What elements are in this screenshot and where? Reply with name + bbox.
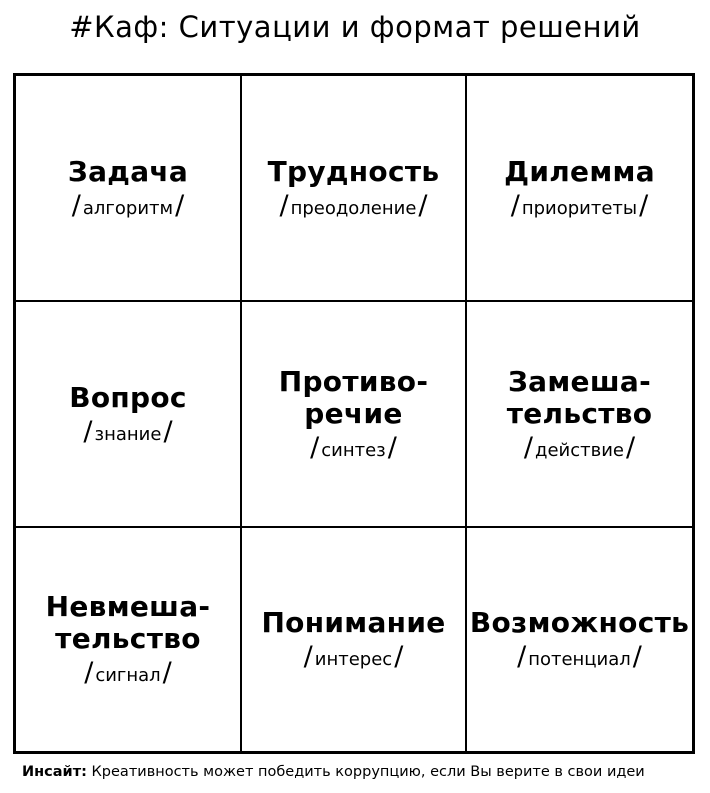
slash-open: / <box>71 189 81 221</box>
cell-subtitle-text: действие <box>535 439 624 461</box>
slash-open: / <box>303 641 313 672</box>
slash-open: / <box>279 189 289 221</box>
cell-dilemma <box>467 76 692 302</box>
cell-nevmeshatelstvo <box>16 528 242 751</box>
cell-subtitle-text: потенциал <box>528 649 631 670</box>
cell-title <box>470 607 689 639</box>
cell-title <box>46 591 211 655</box>
slash-open: / <box>83 415 93 447</box>
cell-subtitle-text: интерес <box>314 649 393 670</box>
cell-title-line: Задача <box>67 154 189 188</box>
cell-title-line: Понимание <box>261 606 446 639</box>
slash-open: / <box>310 431 320 463</box>
cell-subtitle-text: сигнал <box>95 665 161 686</box>
slash-close: / <box>418 189 428 221</box>
cell-vopros <box>16 302 242 528</box>
cell-protivorechie <box>242 302 467 528</box>
situation-grid <box>13 73 695 754</box>
cell-title-line: тельство <box>55 622 201 655</box>
cell-title-line: Трудность <box>267 154 440 188</box>
cell-zadacha <box>16 76 242 302</box>
cell-title <box>504 156 655 188</box>
cell-title-line: Замеша- <box>507 364 652 398</box>
slash-open: / <box>523 431 533 463</box>
cell-subtitle <box>82 657 174 688</box>
slash-close: / <box>639 189 649 221</box>
slash-open: / <box>84 657 94 688</box>
slash-close: / <box>175 189 185 221</box>
cell-zameshatelstvo <box>467 302 692 528</box>
cell-subtitle <box>70 189 186 221</box>
slash-close: / <box>163 415 173 447</box>
cell-title-line: Дилемма <box>504 154 655 188</box>
slash-close: / <box>632 641 642 672</box>
cell-vozmozhnost <box>467 528 692 751</box>
slash-open: / <box>510 189 520 221</box>
cell-title <box>507 366 653 430</box>
cell-subtitle <box>515 641 644 672</box>
cell-title-line: Возможность <box>469 606 690 639</box>
slash-close: / <box>394 641 404 672</box>
cell-trudnost <box>242 76 467 302</box>
slash-close: / <box>162 657 172 688</box>
cell-title <box>268 156 440 188</box>
cell-subtitle-text: синтез <box>321 439 386 461</box>
slash-close: / <box>625 431 636 463</box>
cell-title <box>279 366 429 430</box>
cell-subtitle-text: приоритеты <box>521 197 638 219</box>
cell-subtitle-text: знание <box>94 423 162 445</box>
cell-subtitle-text: алгоритм <box>82 197 174 219</box>
insight-footer <box>22 764 645 780</box>
slash-close: / <box>387 431 397 463</box>
cell-title <box>261 607 445 639</box>
cell-title <box>69 382 187 414</box>
cell-title-line: Невмеша- <box>45 590 211 623</box>
cell-title-line: речие <box>304 396 403 430</box>
cell-subtitle <box>308 431 399 463</box>
diagram-title: #Каф: Ситуации и формат решений <box>69 10 641 44</box>
cell-subtitle <box>509 189 651 221</box>
cell-ponimanie <box>242 528 467 751</box>
cell-title <box>68 156 188 188</box>
slash-open: / <box>517 641 527 672</box>
cell-subtitle <box>522 431 637 463</box>
cell-subtitle-text: преодоление <box>290 197 417 219</box>
cell-title-line: тельство <box>506 396 653 430</box>
cell-subtitle <box>302 641 406 672</box>
cell-subtitle <box>81 415 174 447</box>
insight-label: Инсайт: <box>22 764 87 780</box>
cell-title-line: Противо- <box>278 364 429 398</box>
cell-subtitle <box>277 189 429 221</box>
cell-title-line: Вопрос <box>69 380 187 414</box>
insight-text: Креативность может победить коррупцию, если Вы верите в свои идеи <box>86 764 645 780</box>
